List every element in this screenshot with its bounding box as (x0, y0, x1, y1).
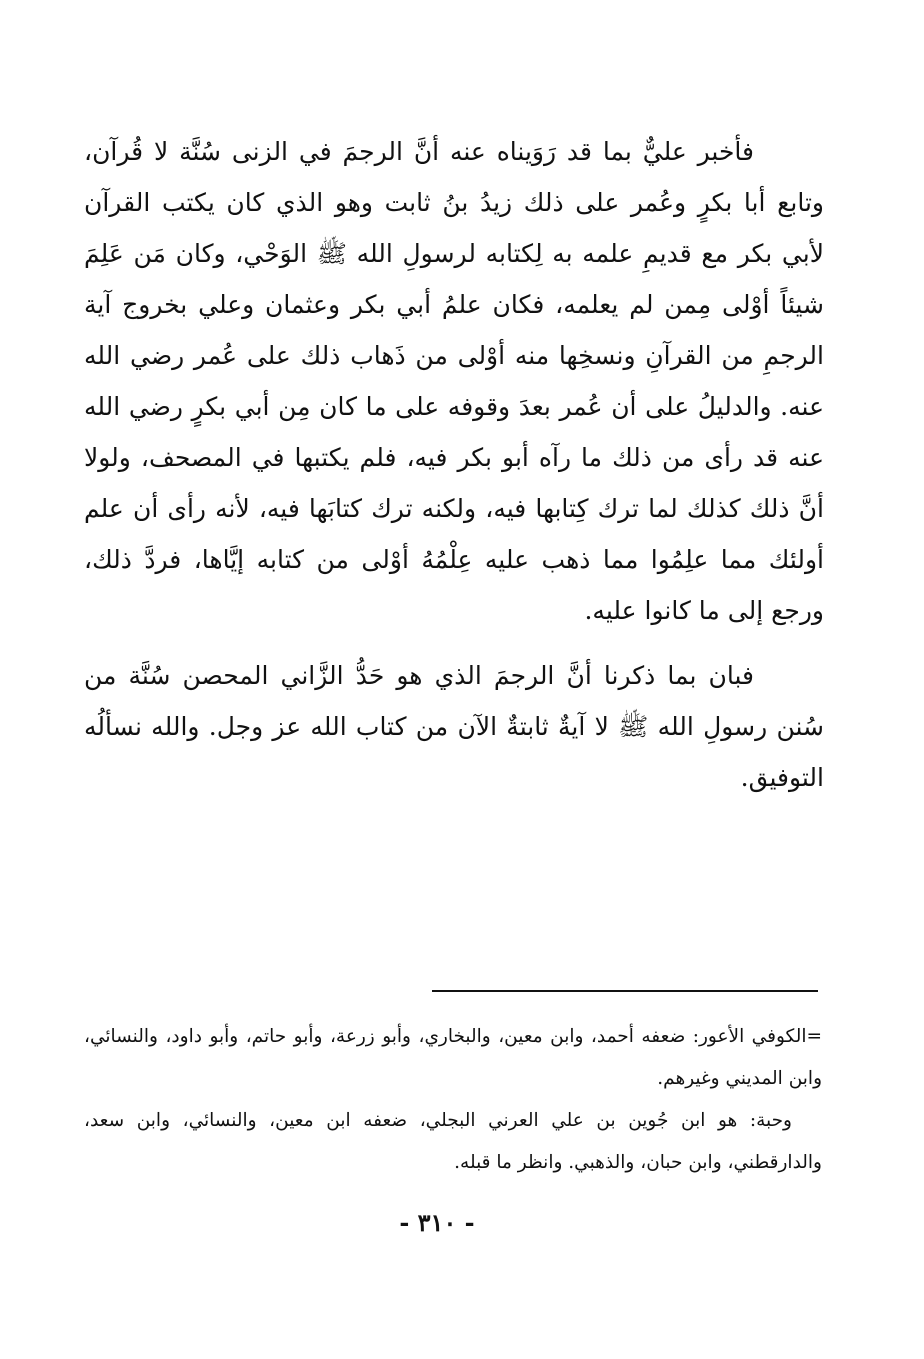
footnote-habba: وحبة: هو ابن جُوين بن علي العرني البجلي، ضعفه ابن معين، والنسائي، وابن سعد، والدارقطني، وابن حبان، والذهبي. وانظر ما قبله. (84, 1110, 822, 1173)
footnotes-section (84, 1016, 822, 1184)
paragraph-2: فبان بما ذكرنا أنَّ الرجمَ الذي هو حَدُّ الزَّاني المحصن سُنَّة من سُنن رسولِ الله ﷺ لا آيةٌ ثابتةٌ الآن من كتاب الله عز وجل. والله نسألُه التوفيق. (84, 661, 824, 792)
paragraph-1: فأخبر عليٌّ بما قد رَوَيناه عنه أنَّ الرجمَ في الزنى سُنَّة لا قُرآن، وتابع أبا بكرٍ وعُمر على ذلك زيدُ بنُ ثابت وهو الذي كان يكتب القرآن لأبي بكر مع قديمِ علمه به لِكتابه لرسولِ الله ﷺ الوَحْي، وكان مَن عَلِمَ شيئاً أوْلى مِمن لم يعلمه، فكان علمُ أبي بكر وعثمان وعلي بخروج آية الرجمِ من القرآنِ ونسخِها منه أوْلى من ذَهاب ذلك على عُمر رضي الله عنه. والدليلُ على أن عُمر بعدَ وقوفه على ما كان مِن أبي بكرٍ رضي الله عنه قد رأى من ذلك ما رآه أبو بكر فيه، فلم يكتبها في المصحف، ولولا أنَّ ذلك كذلك لما ترك كِتابها فيه، ولكنه ترك كتابَها فيه، لأنه رأى أن علم أولئك مما علِمُوا مما ذهب عليه عِلْمُهُ أوْلى من كتابه إيَّاها، فردَّ ذلك، ورجع إلى ما كانوا عليه. (84, 137, 824, 625)
main-text-body (84, 126, 824, 803)
footnote-divider (432, 990, 818, 992)
page-number: - ٣١٠ - (399, 1208, 475, 1237)
footnote-continuation: =الكوفي الأعور: ضعفه أحمد، وابن معين، والبخاري، وأبو زرعة، وأبو حاتم، وأبو داود، والنسائي، وابن المديني وغيرهم. (84, 1026, 822, 1089)
